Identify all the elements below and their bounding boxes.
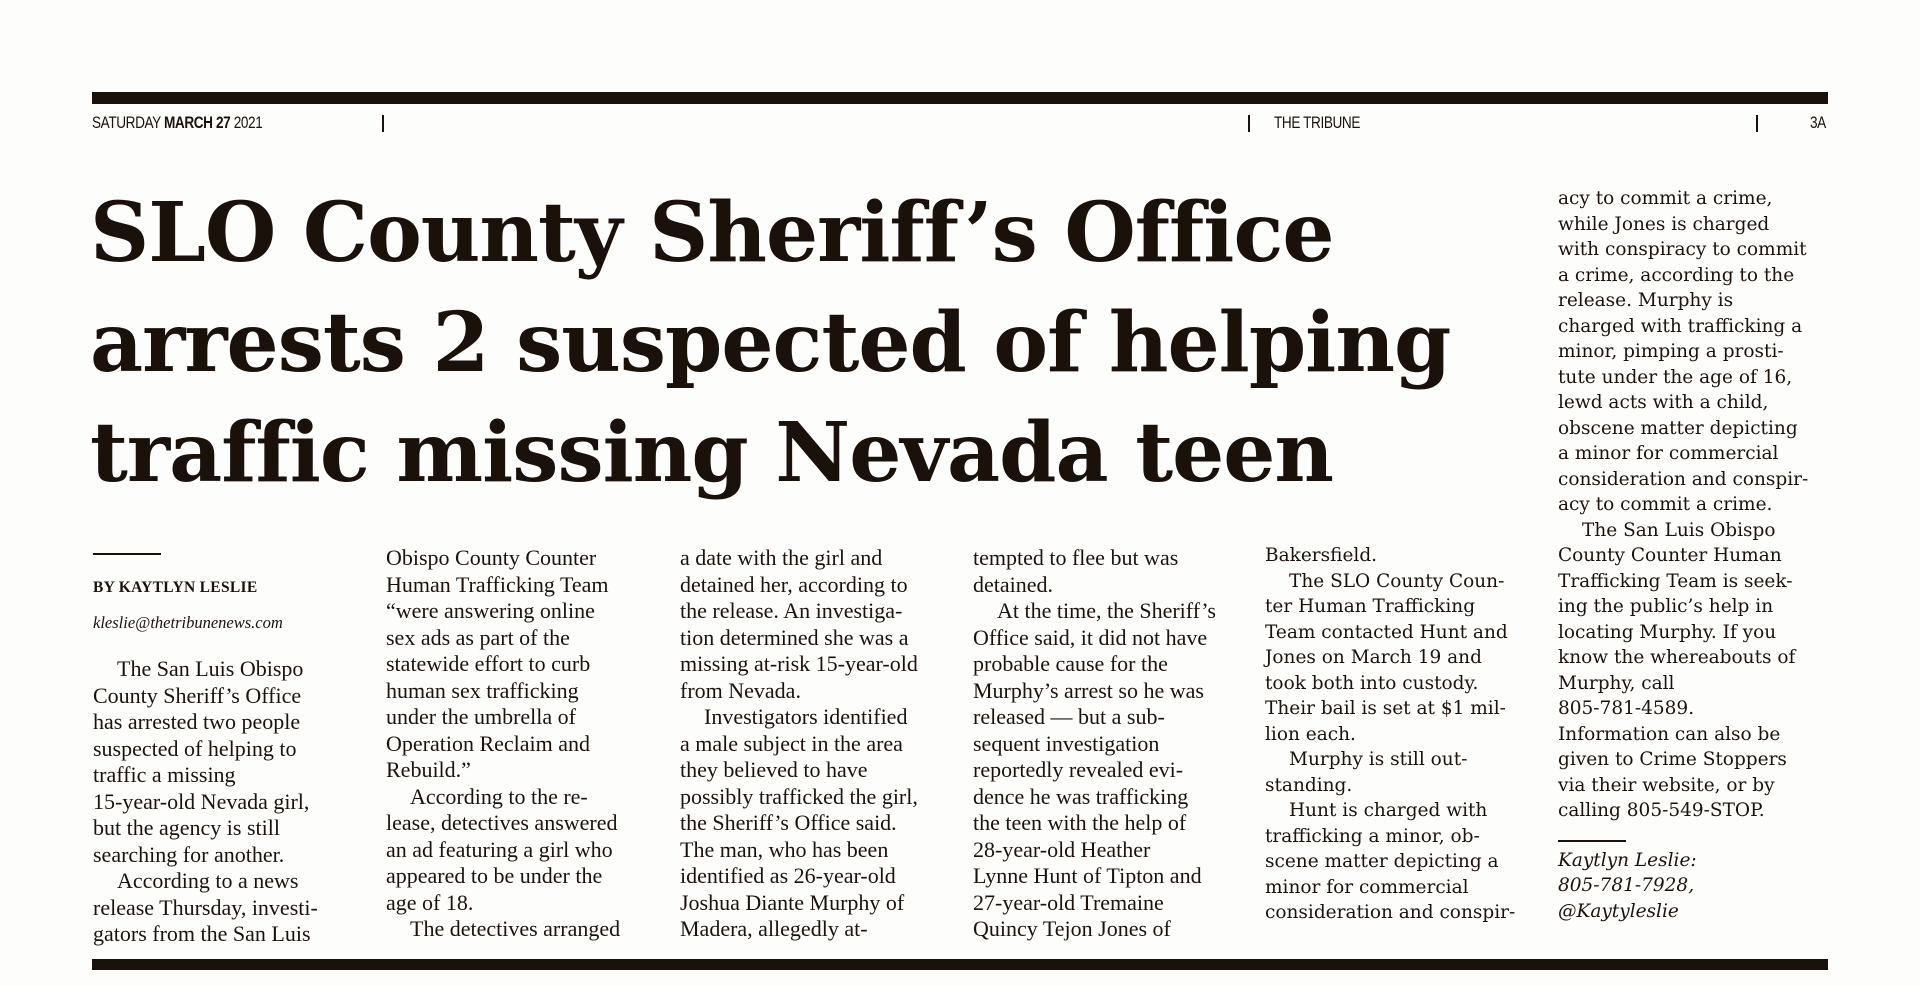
article-column-5 xyxy=(1265,543,1555,926)
paragraph: Murphy is still out- standing. xyxy=(1265,749,1468,796)
headline-line: arrests 2 suspected of helping xyxy=(90,295,1451,391)
article-column-6 xyxy=(1558,186,1828,924)
header-divider xyxy=(1756,115,1758,132)
paragraph: a date with the girl and detained her, according to the release. An investiga- tion determined she was a missing at-risk 15-year-old from Nevada. xyxy=(680,545,918,703)
paragraph: According to the re- lease, detectives answered an ad featuring a girl who appeared to be under the age of 18. xyxy=(386,783,618,915)
header-divider xyxy=(382,115,384,132)
top-rule xyxy=(92,92,1828,104)
paragraph: According to a news release Thursday, investi- gators from the San Luis xyxy=(93,868,318,946)
header-divider xyxy=(1248,115,1250,132)
paragraph: tempted to flee but was detained. xyxy=(973,545,1179,597)
paragraph: At the time, the Sheriff’s Office said, it did not have probable cause for the Murphy’s arrest so he was released — but a sub- sequent investigation reportedly revealed evi- dence he was trafficking the teen with the help of 28-year-old Heather Lynne Hunt of Tipton and 27-year-old Tremaine Quincy Tejon Jones of xyxy=(973,598,1216,941)
headline-line: traffic missing Nevada teen xyxy=(90,405,1334,501)
byline-author: BY KAYTLYN LESLIE xyxy=(93,579,258,596)
headline xyxy=(90,178,1450,508)
publication-name: THE TRIBUNE xyxy=(1274,113,1361,132)
article-column-4 xyxy=(973,545,1263,943)
paragraph: The detectives arranged xyxy=(410,916,621,941)
article-column-3 xyxy=(680,545,970,943)
paragraph: Hunt is charged with trafficking a minor, ob- scene matter depicting a minor for commercial consideration and conspir- xyxy=(1265,800,1516,923)
paragraph: Investigators identified a male subject in the area they believed to have possibly trafficked the girl, the Sheriff’s Office said. The man, who has been identified as 26-year-old Joshua Diante Murphy of Madera, allegedly at- xyxy=(680,704,918,941)
byline-email[interactable]: kleslie@thetribunenews.com xyxy=(93,612,283,632)
article-column-1 xyxy=(93,553,383,948)
paragraph: The SLO County Coun- ter Human Trafficking Team contacted Hunt and Jones on March 19 and took both into custody. Their bail is set at $1 mil- lion each. xyxy=(1265,570,1508,745)
paragraph: acy to commit a crime, while Jones is charged with conspiracy to commit a crime, according to the release. Murphy is charged with trafficking a minor, pimping a prosti- tute under the age of 16, lewd acts with a child, obscene matter depicting a minor for commercial consideration and conspir- acy to commit a crime. xyxy=(1558,188,1809,515)
author-contact: Kaytlyn Leslie: 805-781-7928, @Kaytyleslie xyxy=(1558,849,1697,922)
article-column-2 xyxy=(386,545,676,943)
headline-line: SLO County Sheriff’s Office xyxy=(90,185,1334,281)
issue-date xyxy=(92,113,262,133)
bottom-rule xyxy=(92,959,1828,970)
paragraph: Bakersfield. xyxy=(1265,545,1378,566)
paragraph: The San Luis Obispo County Sheriff’s Office has arrested two people suspected of helping to traffic a missing 15-year-old Nevada girl, but the agency is still searching for another. xyxy=(93,656,310,867)
date-month-day: MARCH 27 xyxy=(163,113,231,132)
date-day: SATURDAY xyxy=(92,113,161,132)
byline-rule xyxy=(93,553,161,555)
paragraph: Obispo County Counter Human Trafficking Team “were answering online sex ads as part of the statewide effort to curb human sex trafficking under the umbrella of Operation Reclaim and Rebuild.” xyxy=(386,545,609,782)
signoff-rule xyxy=(1558,840,1626,842)
date-year: 2021 xyxy=(233,113,263,132)
page-number: 3A xyxy=(1810,113,1826,132)
paragraph: The San Luis Obispo County Counter Human Trafficking Team is seek- ing the public’s help in locating Murphy. If you know the whereabouts of Murphy, call 805-781-4589. Information can also be given to Crime Stoppers via their website, or by calling 805-549-STOP. xyxy=(1558,519,1796,821)
